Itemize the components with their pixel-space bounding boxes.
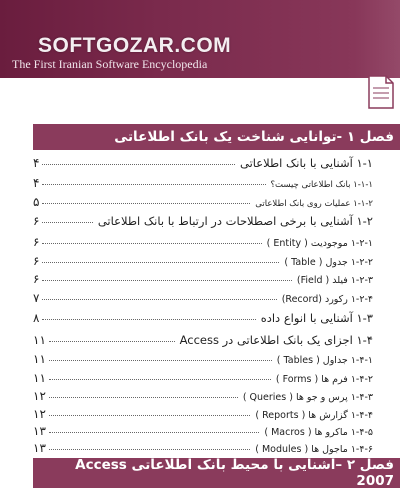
toc-page-number: ۴ <box>33 156 40 170</box>
toc-entry[interactable] <box>33 266 373 286</box>
toc-page-number: ۶ <box>33 254 40 268</box>
toc-entry-text: ۱-۴-۴ گزارش ها ( Reports ) <box>255 410 373 421</box>
toc-entry-text: ۱-۲-۳ فیلد ( Field) <box>296 275 373 286</box>
toc-entry[interactable] <box>33 208 373 228</box>
toc-entry[interactable] <box>33 365 373 385</box>
chapter-1-label: فصل ۱ -توانایی شناخت یک بانک اطلاعاتی <box>114 129 394 145</box>
toc-leader-dots <box>42 164 235 165</box>
toc-entry[interactable] <box>33 346 373 366</box>
toc-page-number: ۸ <box>33 311 40 325</box>
toc-page-number: ۴ <box>33 176 40 190</box>
toc-leader-dots <box>49 397 238 398</box>
toc-leader-dots <box>42 262 279 263</box>
toc-leader-dots <box>42 184 265 185</box>
toc-entry[interactable] <box>33 383 373 403</box>
toc-leader-dots <box>42 243 261 244</box>
toc-entry-text: ۱-۴-۶ ماجول ها ( Modules ) <box>255 444 373 455</box>
toc-entry-text: ۱-۲-۱ موجودیت ( Entity ) <box>266 238 373 249</box>
toc-page-number: ۷ <box>33 291 40 305</box>
toc-entry-text: ۱-۲-۲ جدول ( Table ) <box>284 257 373 268</box>
toc-page-number: ۵ <box>33 195 40 209</box>
toc-entry[interactable] <box>33 327 373 347</box>
toc-entry[interactable] <box>33 189 373 209</box>
toc-entry-text: ۱-۱-۲ عملیات روی بانک اطلاعاتی <box>255 199 373 209</box>
toc-page-number: ۱۲ <box>33 407 46 421</box>
toc-entry[interactable] <box>33 285 373 305</box>
toc-page-number: ۱۳ <box>33 424 46 438</box>
toc-page-number: ۱۱ <box>33 371 46 385</box>
toc-entry[interactable] <box>33 248 373 268</box>
toc-page-number: ۶ <box>33 272 40 286</box>
toc-page-number: ۱۳ <box>33 441 46 455</box>
toc-leader-dots <box>42 299 276 300</box>
toc-entry-text: ۱-۴ اجزای یک بانک اطلاعاتی در Access <box>179 333 373 347</box>
toc-entry-text: ۱-۴-۱ جداول ( Tables ) <box>276 355 373 366</box>
toc-leader-dots <box>42 222 92 223</box>
toc-leader-dots <box>49 360 272 361</box>
toc-entry-text: ۱-۲ آشنایی با برخی اصطلاحات در ارتباط با بانک اطلاعاتی <box>97 214 373 228</box>
toc-leader-dots <box>49 449 250 450</box>
toc-entry-text: ۱-۴-۳ پرس و جو ها ( Queries ) <box>242 392 373 403</box>
toc-entry[interactable] <box>33 305 373 325</box>
toc-page-number: ۱۱ <box>33 333 46 347</box>
toc-entry[interactable] <box>33 229 373 249</box>
toc-leader-dots <box>49 415 250 416</box>
toc-entry-text: ۱-۳ آشنایی با انواع داده <box>260 311 373 325</box>
chapter-2-heading <box>33 458 400 488</box>
watermark-subtitle: The First Iranian Software Encyclopedia <box>12 57 208 71</box>
toc-entry-text: ۱-۱-۱ بانک اطلاعاتی چیست؟ <box>270 180 373 190</box>
toc-leader-dots <box>42 280 291 281</box>
toc-entry-text: ۱-۲-۴ رکورد (Record) <box>281 294 373 305</box>
toc-page-number: ۱۱ <box>33 352 46 366</box>
chapter-1-heading <box>33 124 400 150</box>
document-icon <box>368 75 394 109</box>
toc-entry[interactable] <box>33 435 373 455</box>
toc-leader-dots <box>42 203 250 204</box>
watermark-title: SOFTGOZAR.COM <box>38 34 232 57</box>
toc-entry-text: ۱-۴-۵ ماکرو ها ( Macros ) <box>264 427 373 438</box>
toc-entry[interactable] <box>33 170 373 190</box>
toc-entry-text: ۱-۱ آشنایی با بانک اطلاعاتی <box>240 156 373 170</box>
toc-leader-dots <box>49 379 271 380</box>
toc-entry[interactable] <box>33 150 373 170</box>
toc-entry-text: ۱-۴-۲ فرم ها ( Forms ) <box>275 374 373 385</box>
toc-leader-dots <box>42 319 255 320</box>
toc-page-number: ۶ <box>33 235 40 249</box>
chapter-2-label: فصل ۲ –آشنایی با محیط بانک اطلاعاتی Access 2007 <box>75 457 394 489</box>
toc-leader-dots <box>49 432 259 433</box>
toc-page-number: ۶ <box>33 214 40 228</box>
toc-page-number: ۱۲ <box>33 389 46 403</box>
toc-leader-dots <box>49 341 175 342</box>
